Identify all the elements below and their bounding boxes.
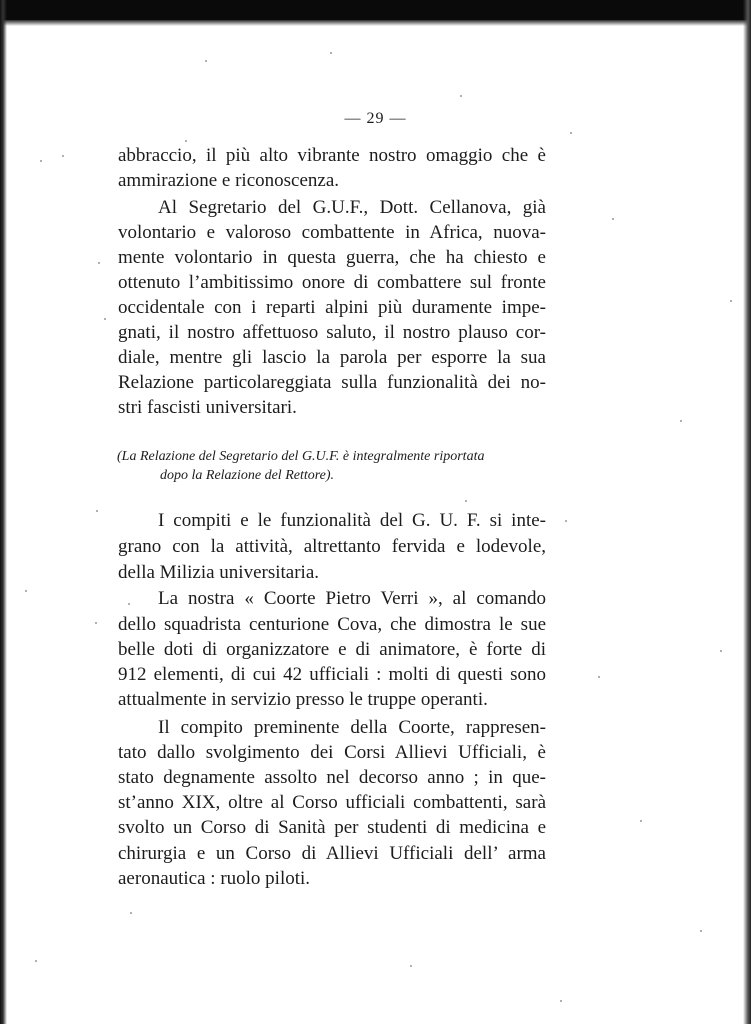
paragraph-4-line-4: 912 elementi, di cui 42 ufficiali : molti di questi sono	[118, 664, 546, 685]
paragraph-5-line-2: tato dallo svolgimento dei Corsi Allievi Ufficiali, è	[118, 742, 546, 763]
paragraph-3-line-1: I compiti e le funzionalità del G. U. F. si inte-	[158, 510, 546, 531]
paragraph-5-line-7: aeronautica : ruolo piloti.	[118, 868, 311, 889]
scan-left-edge	[0, 0, 7, 1024]
paragraph-2-line-6: gnati, il nostro affettuoso saluto, il nostro plauso cor-	[118, 322, 546, 343]
paragraph-2-line-2: volontario e valoroso combattente in Africa, nuova-	[118, 222, 546, 243]
paragraph-1-line-1: abbraccio, il più alto vibrante nostro omaggio che è	[118, 145, 546, 166]
scan-top-border-fade	[0, 20, 751, 26]
paragraph-5-line-5: svolto un Corso di Sanità per studenti di medicina e	[118, 817, 546, 838]
paragraph-5-line-3: stato degnamente assolto nel decorso anno ; in que-	[118, 767, 546, 788]
paragraph-4-line-2: dello squadrista centurione Cova, che dimostra le sue	[118, 614, 546, 635]
paragraph-2-line-1: Al Segretario del G.U.F., Dott. Cellanova, già	[158, 197, 546, 218]
paragraph-2-line-7: diale, mentre gli lascio la parola per esporre la sua	[118, 347, 546, 368]
paragraph-3-line-3: della Milizia universitaria.	[118, 562, 320, 583]
paragraph-5-line-1: Il compito preminente della Coorte, rappresen-	[158, 717, 546, 738]
scan-top-border	[0, 0, 751, 20]
note-line-1: (La Relazione del Segretario del G.U.F. è integralmente riportata	[117, 449, 485, 464]
paragraph-2-line-9: stri fascisti universitari.	[118, 397, 297, 418]
paragraph-1-line-2: ammirazione e riconoscenza.	[118, 170, 340, 191]
paragraph-2-line-4: ottenuto l’ambitissimo onore di combattere sul fronte	[118, 272, 546, 293]
page-number: — 29 —	[344, 110, 407, 127]
paragraph-3-line-2: grano con la attività, altrettanto fervida e lodevole,	[118, 536, 546, 557]
paragraph-2-line-8: Relazione particolareggiata sulla funzionalità dei no-	[118, 372, 546, 393]
paragraph-4-line-5: attualmente in servizio presso le truppe operanti.	[118, 689, 488, 710]
note-line-2: dopo la Relazione del Rettore).	[160, 468, 335, 483]
paragraph-4-line-3: belle doti di organizzatore e di animatore, è forte di	[118, 639, 546, 660]
paragraph-5-line-6: chirurgia e un Corso di Allievi Ufficiali dell’ arma	[118, 843, 546, 864]
paragraph-2-line-5: occidentale con i reparti alpini più duramente impe-	[118, 297, 546, 318]
paragraph-5-line-4: st’anno XIX, oltre al Corso ufficiali combattenti, sarà	[118, 792, 546, 813]
paragraph-2-line-3: mente volontario in questa guerra, che ha chiesto e	[118, 247, 546, 268]
paragraph-4-line-1: La nostra « Coorte Pietro Verri », al comando	[158, 588, 546, 609]
scan-right-edge	[743, 0, 751, 1024]
